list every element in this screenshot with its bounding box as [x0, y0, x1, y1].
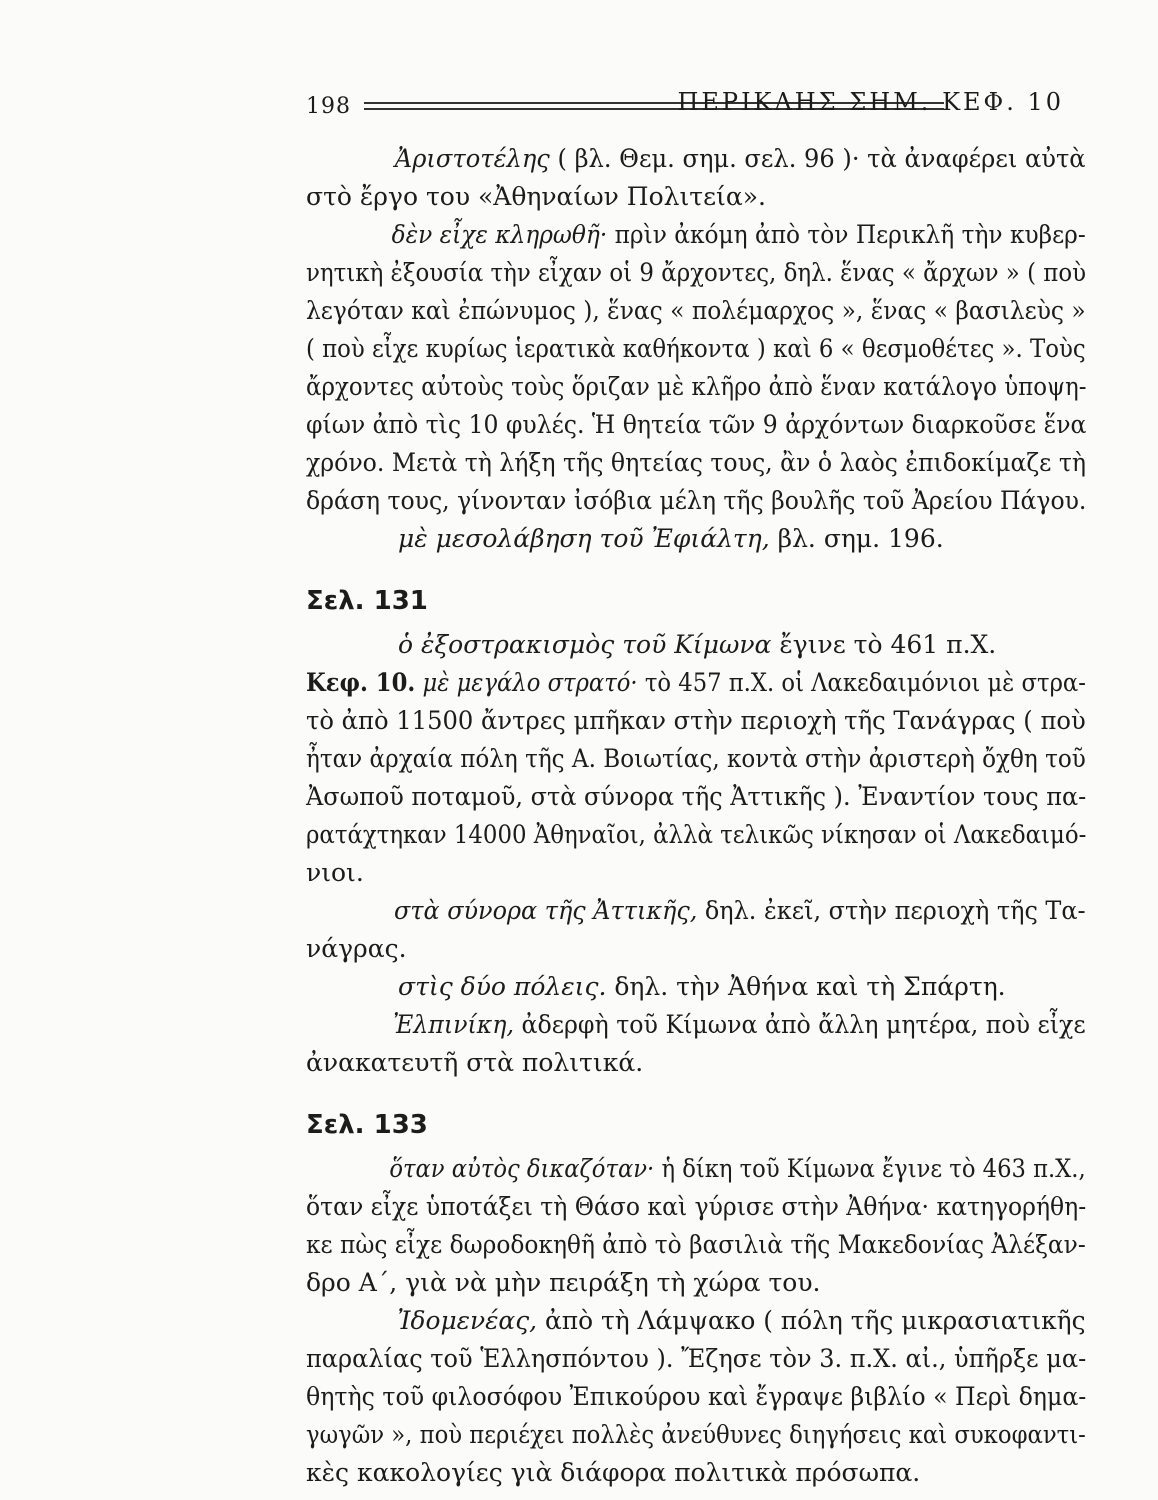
page-body: [306, 140, 1086, 1492]
text-line: ἀνακατευτῆ στὰ πολιτικά.: [306, 1048, 644, 1077]
lemma: ὁ ἐξοστρακισμὸς τοῦ Κίμωνα: [398, 630, 772, 659]
text-line: ἄρχοντες αὐτοὺς τοὺς ὅριζαν μὲ κλῆρο ἀπὸ ἕναν κατάλογο ὑποψη-: [306, 372, 1087, 401]
text-line: δράση τους, γίνονταν ἰσόβια μέλη τῆς βουλῆς τοῦ Ἀρείου Πάγου.: [306, 486, 1087, 515]
text-line: [306, 1006, 1086, 1044]
section-heading-133: Σελ. 133: [306, 1110, 428, 1140]
text-line: δρο Α΄, γιὰ νὰ μὴν πειράξη τὴ χώρα του.: [306, 1268, 821, 1297]
text-line: ( ποὺ εἶχε κυρίως ἱερατικὰ καθήκοντα ) καὶ 6 « θεσμοθέτες ». Τοὺς: [306, 334, 1086, 363]
lemma: στὰ σύνορα τῆς Ἀττικῆς,: [393, 896, 698, 925]
note-text: δηλ. τὴν Ἀθήνα καὶ τὴ Σπάρτη.: [606, 972, 1006, 1001]
text-line: [306, 520, 1086, 558]
chapter-ref: Κεφ. 10.: [306, 668, 416, 697]
lemma: μὲ μεσολάβηση τοῦ Ἐφιάλτη,: [398, 524, 770, 553]
note-text: ἔγινε τὸ 461 π.Χ.: [771, 630, 997, 659]
notes-section-131: [306, 626, 1086, 1082]
note-text: ἀπὸ τὴ Λάμψακο ( πόλη τῆς μικρασιατικῆς: [537, 1306, 1086, 1335]
text-line: [306, 1302, 1086, 1340]
text-line: φίων ἀπὸ τὶς 10 φυλές. Ἡ θητεία τῶν 9 ἀρχόντων διαρκοῦσε ἕνα: [306, 410, 1087, 439]
note-text: ( βλ. Θεμ. σημ. σελ. 96 )· τὰ ἀναφέρει αὐτὰ: [549, 144, 1086, 173]
text-line: [306, 1150, 1086, 1188]
text-line: [306, 216, 1086, 254]
notes-section-133: [306, 1150, 1086, 1492]
lemma: Ἰδομενέας,: [397, 1306, 538, 1335]
text-line: τὸ ἀπὸ 11500 ἄντρες μπῆκαν στὴν περιοχὴ τῆς Τανάγρας ( ποὺ: [306, 706, 1086, 735]
text-line: κε πὼς εἶχε δωροδοκηθῆ ἀπὸ τὸ βασιλιὰ τῆς Μακεδονίας Ἀλέξαν-: [306, 1230, 1086, 1259]
note-text: τὸ 457 π.Χ. οἱ Λακεδαιμόνιοι μὲ στρα-: [637, 668, 1086, 697]
note-text: ἀδερφὴ τοῦ Κίμωνα ἀπὸ ἄλλη μητέρα, ποὺ εἶχε: [514, 1010, 1086, 1039]
text-line: νητικὴ ἐξουσία τὴν εἶχαν οἱ 9 ἄρχοντες, δηλ. ἕνας « ἄρχων » ( ποὺ: [306, 258, 1087, 287]
note-text: πρὶν ἀκόμη ἀπὸ τὸν Περικλῆ τὴν κυβερ-: [607, 220, 1086, 249]
text-line: [306, 664, 1086, 702]
note-text: δηλ. ἐκεῖ, στὴν περιοχὴ τῆς Τα-: [697, 896, 1086, 925]
note-text: ἡ δίκη τοῦ Κίμωνα ἔγινε τὸ 463 π.Χ.,: [654, 1154, 1086, 1183]
running-title: ΠΕΡΙΚΛΗΣ ΣΗΜ. ΚΕΦ. 10: [677, 88, 1064, 116]
text-line: [306, 892, 1086, 930]
text-line: ὅταν εἶχε ὑποτάξει τὴ Θάσο καὶ γύρισε στὴν Ἀθήνα· κατηγορήθη-: [306, 1192, 1087, 1221]
lemma: δὲν εἶχε κληρωθῆ·: [391, 220, 608, 249]
running-header: [306, 88, 1086, 124]
text-line: Ἀσωποῦ ποταμοῦ, στὰ σύνορα τῆς Ἀττικῆς ). Ἐναντίον τους πα-: [306, 782, 1087, 811]
text-line: κὲς κακολογίες γιὰ διάφορα πολιτικὰ πρόσωπα.: [306, 1458, 921, 1487]
text-line: στὸ ἔργο του «Ἀθηναίων Πολιτεία».: [306, 182, 766, 211]
page-number: 198: [306, 94, 351, 119]
text-line: [306, 626, 1086, 664]
text-line: ρατάχτηκαν 14000 Ἀθηναῖοι, ἀλλὰ τελικῶς νίκησαν οἱ Λακεδαιμό-: [306, 820, 1087, 849]
text-line: παραλίας τοῦ Ἑλλησπόντου ). Ἔζησε τὸν 3. π.Χ. αἰ., ὑπῆρξε μα-: [306, 1344, 1087, 1373]
text-line: γωγῶν », ποὺ περιέχει πολλὲς ἀνεύθυνες διηγήσεις καὶ συκοφαντι-: [306, 1420, 1086, 1449]
section-heading-131: Σελ. 131: [306, 586, 428, 616]
lemma: Ἐλπινίκη,: [393, 1010, 515, 1039]
text-line: ἦταν ἀρχαία πόλη τῆς Α. Βοιωτίας, κοντὰ στὴν ἀριστερὴ ὄχθη τοῦ: [306, 744, 1086, 773]
lemma: στὶς δύο πόλεις.: [398, 972, 607, 1001]
text-line: νιοι.: [306, 858, 364, 887]
note-text: βλ. σημ. 196.: [769, 524, 944, 553]
lemma: ὅταν αὐτὸς δικαζόταν·: [389, 1154, 655, 1183]
text-line: χρόνο. Μετὰ τὴ λήξη τῆς θητείας τους, ἂν ὁ λαὸς ἐπιδοκίμαζε τὴ: [306, 448, 1087, 477]
text-line: λεγόταν καὶ ἐπώνυμος ), ἕνας « πολέμαρχος », ἕνας « βασιλεὺς »: [306, 296, 1086, 325]
text-line: [306, 968, 1086, 1006]
text-line: [306, 140, 1086, 178]
lemma: Ἀριστοτέλης: [394, 144, 550, 173]
text-line: θητὴς τοῦ φιλοσόφου Ἐπικούρου καὶ ἔγραψε βιβλίο « Περὶ δημα-: [306, 1382, 1087, 1411]
text-line: νάγρας.: [306, 934, 407, 963]
notes-block-1: [306, 140, 1086, 558]
lemma: μὲ μεγάλο στρατό·: [415, 668, 638, 697]
